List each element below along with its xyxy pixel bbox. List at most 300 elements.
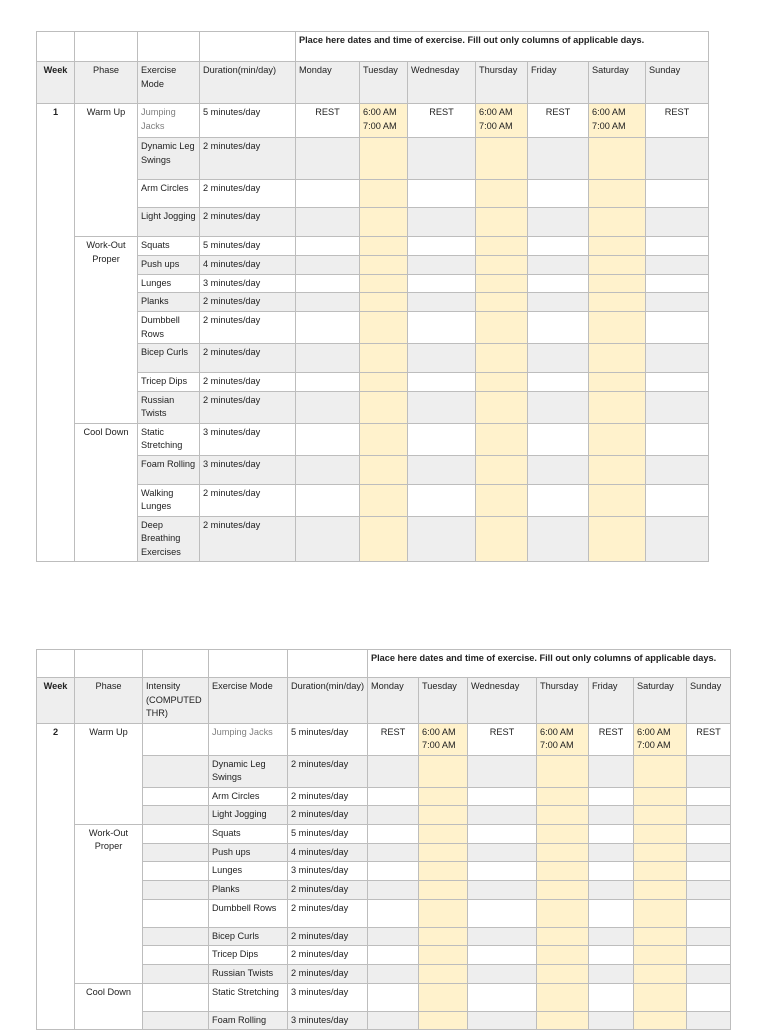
day-cell-thursday[interactable]: [537, 983, 589, 1011]
day-cell-friday[interactable]: [589, 862, 634, 881]
day-cell-friday[interactable]: [589, 787, 634, 806]
day-cell-friday[interactable]: [528, 180, 589, 208]
exercise-duration: 5 minutes/day: [200, 104, 296, 138]
exercise-row: [37, 237, 709, 256]
day-cell-tuesday[interactable]: [360, 180, 408, 208]
day-cell-thursday[interactable]: [537, 824, 589, 843]
day-cell-monday[interactable]: [368, 787, 419, 806]
day-cell-monday[interactable]: [368, 927, 419, 946]
day-cell-friday[interactable]: [589, 723, 634, 755]
day-cell-wednesday[interactable]: [408, 255, 476, 274]
day-cell-monday[interactable]: [296, 237, 360, 256]
day-cell-thursday[interactable]: [476, 180, 528, 208]
day-cell-thursday[interactable]: [537, 755, 589, 787]
exercise-row: [37, 391, 709, 423]
day-cell-saturday[interactable]: [634, 824, 687, 843]
day-cell-tuesday[interactable]: [360, 274, 408, 293]
day-cell-tuesday[interactable]: [360, 293, 408, 312]
exercise-name: Russian Twists: [138, 391, 200, 423]
exercise-name: Russian Twists: [209, 965, 288, 984]
week-column-header: Week: [37, 62, 75, 104]
day-cell-tuesday[interactable]: [360, 344, 408, 373]
day-cell-sunday[interactable]: [687, 965, 731, 984]
day-cell-friday[interactable]: [589, 880, 634, 899]
day-cell-sunday[interactable]: [687, 806, 731, 825]
intensity-cell[interactable]: [143, 824, 209, 843]
day-cell-friday[interactable]: [528, 255, 589, 274]
day-cell-monday[interactable]: [368, 946, 419, 965]
day-cell-friday[interactable]: [589, 965, 634, 984]
schedule-instruction-note: Place here dates and time of exercise. Fill out only columns of applicable days.: [296, 32, 709, 62]
day-cell-saturday[interactable]: [634, 755, 687, 787]
day-cell-wednesday[interactable]: [408, 312, 476, 344]
day-cell-saturday[interactable]: [589, 293, 646, 312]
day-cell-friday[interactable]: [589, 946, 634, 965]
day-cell-friday[interactable]: [528, 423, 589, 455]
day-cell-saturday[interactable]: [589, 312, 646, 344]
day-cell-sunday[interactable]: [646, 180, 709, 208]
day-cell-monday[interactable]: [296, 455, 360, 484]
day-cell-tuesday[interactable]: [419, 1011, 468, 1030]
day-cell-thursday[interactable]: [476, 293, 528, 312]
day-cell-monday[interactable]: [296, 104, 360, 138]
day-cell-saturday[interactable]: [589, 373, 646, 392]
day-cell-tuesday[interactable]: [360, 208, 408, 237]
day-cell-thursday[interactable]: [476, 208, 528, 237]
exercise-duration: 3 minutes/day: [288, 1011, 368, 1030]
day-cell-wednesday[interactable]: [408, 455, 476, 484]
day-cell-friday[interactable]: [589, 824, 634, 843]
day-cell-friday[interactable]: [528, 312, 589, 344]
day-header-friday: Friday: [528, 62, 589, 104]
exercise-row: [37, 180, 709, 208]
blank-header-cell: [138, 32, 200, 62]
exercise-duration: 2 minutes/day: [200, 180, 296, 208]
day-cell-tuesday[interactable]: [419, 880, 468, 899]
day-cell-wednesday[interactable]: [468, 1011, 537, 1030]
exercise-row: [37, 274, 709, 293]
rest-label: REST: [545, 107, 571, 117]
exercise-duration: 2 minutes/day: [200, 516, 296, 562]
day-cell-monday[interactable]: [296, 484, 360, 516]
day-cell-monday[interactable]: [368, 824, 419, 843]
exercise-name: Lunges: [209, 862, 288, 881]
day-cell-saturday[interactable]: [589, 274, 646, 293]
day-cell-tuesday[interactable]: [419, 755, 468, 787]
day-cell-sunday[interactable]: [646, 516, 709, 562]
day-cell-sunday[interactable]: [646, 312, 709, 344]
day-cell-tuesday[interactable]: [419, 824, 468, 843]
day-cell-tuesday[interactable]: [360, 237, 408, 256]
intensity-cell[interactable]: [143, 1011, 209, 1030]
day-cell-monday[interactable]: [296, 274, 360, 293]
day-cell-wednesday[interactable]: [408, 484, 476, 516]
day-cell-wednesday[interactable]: [408, 391, 476, 423]
day-cell-friday[interactable]: [528, 208, 589, 237]
duration-column-header: Duration(min/day): [200, 62, 296, 104]
exercise-name: Foam Rolling: [209, 1011, 288, 1030]
exercise-duration: 2 minutes/day: [200, 484, 296, 516]
day-header-thursday: Thursday: [537, 678, 589, 724]
day-cell-monday[interactable]: [296, 391, 360, 423]
intensity-cell[interactable]: [143, 899, 209, 927]
intensity-cell[interactable]: [143, 787, 209, 806]
day-cell-wednesday[interactable]: [468, 843, 537, 862]
day-cell-saturday[interactable]: [589, 237, 646, 256]
day-cell-sunday[interactable]: [687, 1011, 731, 1030]
intensity-cell[interactable]: [143, 880, 209, 899]
exercise-duration: 2 minutes/day: [288, 755, 368, 787]
day-cell-saturday[interactable]: [634, 927, 687, 946]
day-cell-sunday[interactable]: [646, 293, 709, 312]
day-cell-saturday[interactable]: [589, 138, 646, 180]
exercise-duration: 2 minutes/day: [288, 880, 368, 899]
day-cell-saturday[interactable]: [634, 862, 687, 881]
day-cell-tuesday[interactable]: [419, 965, 468, 984]
day-cell-tuesday[interactable]: [419, 927, 468, 946]
day-cell-thursday[interactable]: [537, 1011, 589, 1030]
intensity-cell[interactable]: [143, 946, 209, 965]
day-cell-sunday[interactable]: [646, 455, 709, 484]
day-cell-friday[interactable]: [528, 237, 589, 256]
exercise-row: [37, 455, 709, 484]
day-cell-tuesday[interactable]: [419, 946, 468, 965]
exercise-name: Planks: [138, 293, 200, 312]
day-cell-wednesday[interactable]: [468, 824, 537, 843]
day-cell-friday[interactable]: [589, 1011, 634, 1030]
intensity-cell[interactable]: [143, 723, 209, 755]
day-cell-saturday[interactable]: [634, 946, 687, 965]
day-cell-wednesday[interactable]: [468, 899, 537, 927]
day-cell-monday[interactable]: [368, 843, 419, 862]
exercise-name: Planks: [209, 880, 288, 899]
exercise-name: Arm Circles: [138, 180, 200, 208]
day-cell-friday[interactable]: [589, 899, 634, 927]
day-cell-sunday[interactable]: [687, 824, 731, 843]
day-cell-saturday[interactable]: [634, 806, 687, 825]
blank-header-cell: [288, 650, 368, 678]
exercise-duration: 5 minutes/day: [200, 237, 296, 256]
day-cell-monday[interactable]: [296, 208, 360, 237]
day-cell-sunday[interactable]: [646, 255, 709, 274]
day-cell-monday[interactable]: [296, 255, 360, 274]
day-cell-wednesday[interactable]: [408, 423, 476, 455]
day-cell-monday[interactable]: [296, 516, 360, 562]
day-cell-sunday[interactable]: [646, 484, 709, 516]
day-cell-friday[interactable]: [528, 373, 589, 392]
exercise-duration: 2 minutes/day: [288, 787, 368, 806]
day-cell-sunday[interactable]: [687, 862, 731, 881]
day-cell-monday[interactable]: [296, 180, 360, 208]
day-cell-friday[interactable]: [528, 516, 589, 562]
day-cell-monday[interactable]: [296, 344, 360, 373]
day-cell-monday[interactable]: [368, 1011, 419, 1030]
day-cell-sunday[interactable]: [687, 983, 731, 1011]
day-cell-tuesday[interactable]: [419, 983, 468, 1011]
day-cell-thursday[interactable]: [537, 862, 589, 881]
exercise-name: Foam Rolling: [138, 455, 200, 484]
day-cell-saturday[interactable]: [589, 455, 646, 484]
exercise-duration: 3 minutes/day: [200, 423, 296, 455]
day-cell-thursday[interactable]: [476, 138, 528, 180]
day-cell-monday[interactable]: [368, 806, 419, 825]
day-cell-sunday[interactable]: [646, 274, 709, 293]
day-cell-sunday[interactable]: [687, 946, 731, 965]
day-cell-wednesday[interactable]: [468, 880, 537, 899]
day-cell-friday[interactable]: [589, 806, 634, 825]
day-cell-tuesday[interactable]: [360, 423, 408, 455]
day-cell-monday[interactable]: [368, 862, 419, 881]
day-cell-saturday[interactable]: [589, 255, 646, 274]
day-cell-saturday[interactable]: [589, 180, 646, 208]
day-cell-tuesday[interactable]: [360, 104, 408, 138]
day-cell-wednesday[interactable]: [408, 516, 476, 562]
exercise-duration: 2 minutes/day: [200, 312, 296, 344]
day-cell-monday[interactable]: [296, 138, 360, 180]
day-cell-friday[interactable]: [528, 391, 589, 423]
day-cell-monday[interactable]: [368, 965, 419, 984]
day-cell-saturday[interactable]: [589, 516, 646, 562]
day-cell-wednesday[interactable]: [468, 862, 537, 881]
day-cell-monday[interactable]: [296, 312, 360, 344]
day-cell-wednesday[interactable]: [468, 755, 537, 787]
day-cell-friday[interactable]: [589, 927, 634, 946]
exercise-duration: 2 minutes/day: [200, 293, 296, 312]
day-cell-wednesday[interactable]: [408, 208, 476, 237]
day-cell-tuesday[interactable]: [360, 516, 408, 562]
day-cell-wednesday[interactable]: [468, 946, 537, 965]
exercise-mode-column-header: Exercise Mode: [209, 678, 288, 724]
day-cell-friday[interactable]: [528, 455, 589, 484]
day-cell-sunday[interactable]: [687, 927, 731, 946]
day-cell-thursday[interactable]: [537, 880, 589, 899]
day-cell-wednesday[interactable]: [408, 373, 476, 392]
exercise-row: [37, 484, 709, 516]
intensity-cell[interactable]: [143, 755, 209, 787]
day-cell-saturday[interactable]: [634, 1011, 687, 1030]
day-cell-thursday[interactable]: [476, 274, 528, 293]
phase-warm-up: Warm Up: [75, 723, 143, 824]
day-cell-monday[interactable]: [296, 293, 360, 312]
day-cell-wednesday[interactable]: [468, 965, 537, 984]
exercise-name: Push ups: [138, 255, 200, 274]
day-cell-sunday[interactable]: [646, 373, 709, 392]
day-cell-thursday[interactable]: [476, 373, 528, 392]
day-cell-sunday[interactable]: [687, 755, 731, 787]
day-cell-monday[interactable]: [368, 880, 419, 899]
exercise-name: Tricep Dips: [209, 946, 288, 965]
day-cell-thursday[interactable]: [537, 899, 589, 927]
day-cell-thursday[interactable]: [476, 312, 528, 344]
day-cell-sunday[interactable]: [646, 237, 709, 256]
exercise-duration: 2 minutes/day: [288, 946, 368, 965]
day-cell-tuesday[interactable]: [360, 484, 408, 516]
day-cell-sunday[interactable]: [687, 843, 731, 862]
day-cell-monday[interactable]: [296, 373, 360, 392]
day-cell-friday[interactable]: [528, 274, 589, 293]
blank-header-cell: [75, 650, 143, 678]
day-cell-thursday[interactable]: [476, 391, 528, 423]
day-cell-wednesday[interactable]: [468, 927, 537, 946]
week-number: 2: [37, 723, 75, 1030]
exercise-name: Squats: [209, 824, 288, 843]
day-cell-sunday[interactable]: [646, 344, 709, 373]
exercise-row: [37, 723, 731, 755]
day-cell-saturday[interactable]: [589, 423, 646, 455]
exercise-duration: 3 minutes/day: [288, 862, 368, 881]
day-cell-sunday[interactable]: [646, 208, 709, 237]
schedule-instruction-note: Place here dates and time of exercise. Fill out only columns of applicable days.: [368, 650, 731, 678]
exercise-name: Lunges: [138, 274, 200, 293]
duration-column-header: Duration(min/day): [288, 678, 368, 724]
day-cell-friday[interactable]: [589, 843, 634, 862]
day-cell-thursday[interactable]: [476, 104, 528, 138]
week-2-body: [37, 723, 731, 1030]
day-cell-saturday[interactable]: [589, 208, 646, 237]
exercise-name: Push ups: [209, 843, 288, 862]
intensity-cell[interactable]: [143, 862, 209, 881]
intensity-cell[interactable]: [143, 983, 209, 1011]
exercise-row: [37, 983, 731, 1011]
day-cell-friday[interactable]: [589, 983, 634, 1011]
day-cell-wednesday[interactable]: [408, 344, 476, 373]
day-cell-friday[interactable]: [528, 484, 589, 516]
blank-header-cell: [37, 32, 75, 62]
day-cell-saturday[interactable]: [634, 983, 687, 1011]
day-cell-monday[interactable]: [368, 899, 419, 927]
day-cell-tuesday[interactable]: [360, 138, 408, 180]
day-cell-saturday[interactable]: [634, 965, 687, 984]
day-cell-saturday[interactable]: [634, 899, 687, 927]
day-cell-thursday[interactable]: [476, 344, 528, 373]
day-cell-tuesday[interactable]: [360, 391, 408, 423]
day-cell-wednesday[interactable]: [408, 104, 476, 138]
day-cell-sunday[interactable]: [687, 723, 731, 755]
day-cell-sunday[interactable]: [646, 138, 709, 180]
day-cell-wednesday[interactable]: [408, 237, 476, 256]
day-header-wednesday: Wednesday: [408, 62, 476, 104]
day-cell-friday[interactable]: [528, 344, 589, 373]
day-cell-wednesday[interactable]: [468, 806, 537, 825]
day-cell-thursday[interactable]: [537, 723, 589, 755]
day-cell-tuesday[interactable]: [419, 862, 468, 881]
day-cell-saturday[interactable]: [589, 484, 646, 516]
day-cell-sunday[interactable]: [646, 423, 709, 455]
intensity-cell[interactable]: [143, 965, 209, 984]
day-cell-tuesday[interactable]: [360, 455, 408, 484]
day-cell-tuesday[interactable]: [419, 899, 468, 927]
day-cell-thursday[interactable]: [476, 255, 528, 274]
day-cell-sunday[interactable]: [646, 104, 709, 138]
day-cell-tuesday[interactable]: [360, 373, 408, 392]
day-cell-thursday[interactable]: [537, 927, 589, 946]
day-header-monday: Monday: [296, 62, 360, 104]
day-cell-saturday[interactable]: [589, 104, 646, 138]
day-cell-sunday[interactable]: [646, 391, 709, 423]
day-cell-sunday[interactable]: [687, 899, 731, 927]
day-header-saturday: Saturday: [634, 678, 687, 724]
exercise-name: Dumbbell Rows: [138, 312, 200, 344]
day-cell-thursday[interactable]: [476, 423, 528, 455]
day-cell-thursday[interactable]: [537, 843, 589, 862]
blank-header-cell: [143, 650, 209, 678]
day-cell-tuesday[interactable]: [419, 787, 468, 806]
day-cell-thursday[interactable]: [476, 484, 528, 516]
exercise-name: Jumping Jacks: [138, 104, 200, 138]
phase-column-header: Phase: [75, 62, 138, 104]
day-cell-friday[interactable]: [528, 293, 589, 312]
day-cell-wednesday[interactable]: [468, 983, 537, 1011]
day-cell-saturday[interactable]: [634, 880, 687, 899]
day-cell-tuesday[interactable]: [419, 723, 468, 755]
week-column-header: Week: [37, 678, 75, 724]
exercise-name: Tricep Dips: [138, 373, 200, 392]
day-cell-monday[interactable]: [368, 723, 419, 755]
day-cell-thursday[interactable]: [537, 946, 589, 965]
day-cell-tuesday[interactable]: [419, 843, 468, 862]
phase-column-header: Phase: [75, 678, 143, 724]
intensity-cell[interactable]: [143, 927, 209, 946]
day-cell-thursday[interactable]: [476, 455, 528, 484]
day-cell-monday[interactable]: [368, 755, 419, 787]
day-cell-sunday[interactable]: [687, 787, 731, 806]
day-cell-sunday[interactable]: [687, 880, 731, 899]
exercise-row: [37, 104, 709, 138]
day-header-saturday: Saturday: [589, 62, 646, 104]
rest-label: REST: [598, 726, 624, 737]
exercise-name: Walking Lunges: [138, 484, 200, 516]
exercise-duration: 5 minutes/day: [288, 723, 368, 755]
day-cell-saturday[interactable]: [589, 344, 646, 373]
phase-warm-up: Warm Up: [75, 104, 138, 237]
exercise-duration: 4 minutes/day: [288, 843, 368, 862]
day-cell-thursday[interactable]: [476, 237, 528, 256]
day-cell-wednesday[interactable]: [468, 723, 537, 755]
day-cell-thursday[interactable]: [537, 787, 589, 806]
exercise-name: Bicep Curls: [209, 927, 288, 946]
day-cell-monday[interactable]: [296, 423, 360, 455]
blank-header-cell: [209, 650, 288, 678]
intensity-cell[interactable]: [143, 806, 209, 825]
day-cell-wednesday[interactable]: [408, 274, 476, 293]
day-cell-tuesday[interactable]: [360, 255, 408, 274]
day-cell-friday[interactable]: [589, 755, 634, 787]
day-cell-saturday[interactable]: [634, 787, 687, 806]
day-cell-thursday[interactable]: [537, 806, 589, 825]
exercise-duration: 3 minutes/day: [288, 983, 368, 1011]
day-cell-thursday[interactable]: [476, 516, 528, 562]
rest-label: REST: [315, 107, 340, 117]
day-cell-wednesday[interactable]: [468, 787, 537, 806]
day-cell-tuesday[interactable]: [419, 806, 468, 825]
day-cell-wednesday[interactable]: [408, 180, 476, 208]
day-cell-friday[interactable]: [528, 138, 589, 180]
intensity-cell[interactable]: [143, 843, 209, 862]
exercise-duration: 2 minutes/day: [200, 391, 296, 423]
day-cell-wednesday[interactable]: [408, 293, 476, 312]
day-cell-monday[interactable]: [368, 983, 419, 1011]
day-cell-tuesday[interactable]: [360, 312, 408, 344]
exercise-name: Light Jogging: [138, 208, 200, 237]
day-cell-thursday[interactable]: [537, 965, 589, 984]
day-cell-saturday[interactable]: [589, 391, 646, 423]
exercise-name: Bicep Curls: [138, 344, 200, 373]
day-cell-saturday[interactable]: [634, 723, 687, 755]
day-cell-saturday[interactable]: [634, 843, 687, 862]
day-cell-friday[interactable]: [528, 104, 589, 138]
day-cell-wednesday[interactable]: [408, 138, 476, 180]
exercise-name: Static Stretching: [209, 983, 288, 1011]
